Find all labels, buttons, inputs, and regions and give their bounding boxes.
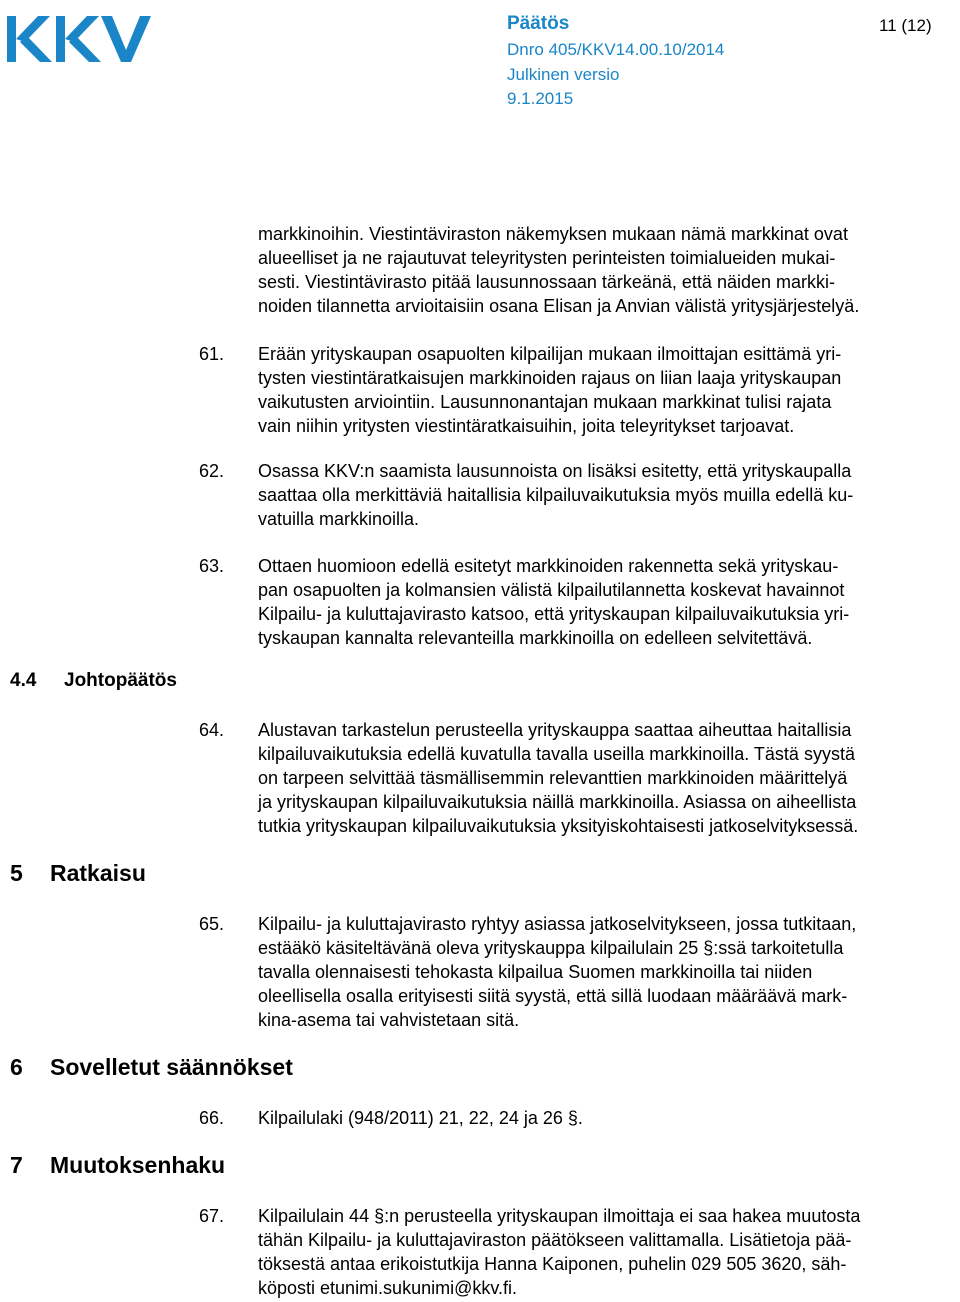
text-line: tähän Kilpailu- ja kuluttajaviraston päätökseen valittamalla. Lisätietoja pää- xyxy=(258,1230,852,1250)
document-reference: Dnro 405/KKV14.00.10/2014 xyxy=(507,40,725,59)
paragraph-number: 61. xyxy=(199,344,225,364)
text-line: töksestä antaa erikoistutkija Hanna Kaiponen, puhelin 029 505 3620, säh- xyxy=(258,1254,847,1274)
text-line: tyskaupan kannalta relevanteilla markkinoilla on edelleen selvitettävä. xyxy=(258,628,813,648)
section-number: 6 xyxy=(10,1054,23,1080)
section-heading xyxy=(10,670,177,692)
text-line: kilpailuvaikutuksia edellä kuvatulla tavalla useilla markkinoilla. Tästä syystä xyxy=(258,744,855,764)
document-date: 9.1.2015 xyxy=(507,89,574,108)
paragraph-66 xyxy=(258,1106,958,1130)
text-line: Erään yrityskaupan osapuolten kilpailijan mukaan ilmoittajan esittämä yri- xyxy=(258,344,842,364)
text-line: alueelliset ja ne rajautuvat teleyritysten perinteisten toimialueiden mukai- xyxy=(258,248,836,268)
text-line: köposti etunimi.sukunimi@kkv.fi. xyxy=(258,1278,518,1298)
section-title: Sovelletut säännökset xyxy=(50,1054,293,1080)
text-line: kina-asema tai vahvistetaan sitä. xyxy=(258,1010,520,1030)
text-line: tysten viestintäratkaisujen markkinoiden rajaus on liian laaja yrityskaupan xyxy=(258,368,842,388)
text-line: vaikutusten arviointiin. Lausunnonantajan mukaan markkinat tulisi rajata xyxy=(258,392,832,412)
paragraph-63 xyxy=(258,554,958,650)
text-line: estääkö käsiteltävänä oleva yrityskauppa kilpailulain 25 §:ssä tarkoitetulla xyxy=(258,938,844,958)
paragraph-64 xyxy=(258,718,958,838)
text-line: saattaa olla merkittäviä haitallisia kilpailuvaikutuksia myös muilla edellä ku- xyxy=(258,485,854,505)
text-line: vatuilla markkinoilla. xyxy=(258,509,420,529)
text-line: Alustavan tarkastelun perusteella yrityskauppa saattaa aiheuttaa haitallisia xyxy=(258,720,852,740)
paragraph-number: 67. xyxy=(199,1206,225,1226)
paragraph-number: 64. xyxy=(199,720,225,740)
text-line: Kilpailulain 44 §:n perusteella yrityskaupan ilmoittaja ei saa hakea muutosta xyxy=(258,1206,861,1226)
paragraph-61 xyxy=(258,342,958,438)
section-number: 4.4 xyxy=(10,670,37,691)
text-line: Osassa KKV:n saamista lausunnoista on lisäksi esitetty, että yrityskaupalla xyxy=(258,461,852,481)
text-line: Kilpailu- ja kuluttajavirasto ryhtyy asiassa jatkoselvitykseen, jossa tutkitaan, xyxy=(258,914,857,934)
text-line: Kilpailulaki (948/2011) 21, 22, 24 ja 26 §. xyxy=(258,1108,583,1128)
text-line: sesti. Viestintävirasto pitää lausunnossaan tärkeänä, että näiden markki- xyxy=(258,272,835,292)
section-title: Muutoksenhaku xyxy=(50,1152,226,1178)
paragraph-number: 62. xyxy=(199,461,225,481)
section-number: 7 xyxy=(10,1152,23,1178)
paragraph-number: 65. xyxy=(199,914,225,934)
paragraph-62 xyxy=(258,459,958,531)
section-title: Ratkaisu xyxy=(50,860,146,886)
text-line: ja yrityskaupan kilpailuvaikutuksia näillä markkinoilla. Asiassa on aiheellista xyxy=(258,792,857,812)
text-line: vain niihin yritysten viestintäratkaisuihin, joita teleyritykset tarjoavat. xyxy=(258,416,795,436)
section-heading xyxy=(10,1054,293,1081)
section-heading xyxy=(10,1152,225,1179)
section-number: 5 xyxy=(10,860,23,886)
paragraph-65 xyxy=(258,912,958,1032)
text-line: tavalla olennaisesti tehokasta kilpailua Suomen markkinoilla tai niiden xyxy=(258,962,813,982)
text-line: tutkia yrityskaupan kilpailuvaikutuksia yksityiskohtaisesti jatkoselvityksessä. xyxy=(258,816,859,836)
text-line: pan osapuolten ja kolmansien välistä kilpailutilannetta koskevat havainnot xyxy=(258,580,845,600)
text-line: oleellisella osalla erityisesti siitä syystä, että sillä luodaan määräävä mark- xyxy=(258,986,848,1006)
text-line: Ottaen huomioon edellä esitetyt markkinoiden rakennetta sekä yrityskau- xyxy=(258,556,839,576)
section-title: Johtopäätös xyxy=(64,670,177,691)
text-line: markkinoihin. Viestintäviraston näkemyksen mukaan nämä markkinat ovat xyxy=(258,224,848,244)
intro-paragraph xyxy=(258,222,958,318)
text-line: on tarpeen selvittää täsmällisemmin relevanttien markkinoiden määrittelyä xyxy=(258,768,848,788)
paragraph-number: 66. xyxy=(199,1108,225,1128)
page-number: 11 (12) xyxy=(879,16,932,35)
kkv-logo xyxy=(4,8,154,68)
text-line: noiden tilannetta arvioitaisiin osana Elisan ja Anvian välistä yritysjärjestelyä. xyxy=(258,296,860,316)
paragraph-number: 63. xyxy=(199,556,225,576)
text-line: Kilpailu- ja kuluttajavirasto katsoo, että yrityskaupan kilpailuvaikutuksia yri- xyxy=(258,604,850,624)
section-heading xyxy=(10,860,146,887)
document-version: Julkinen versio xyxy=(507,65,620,84)
document-type: Päätös xyxy=(507,13,570,34)
paragraph-67 xyxy=(258,1204,958,1300)
